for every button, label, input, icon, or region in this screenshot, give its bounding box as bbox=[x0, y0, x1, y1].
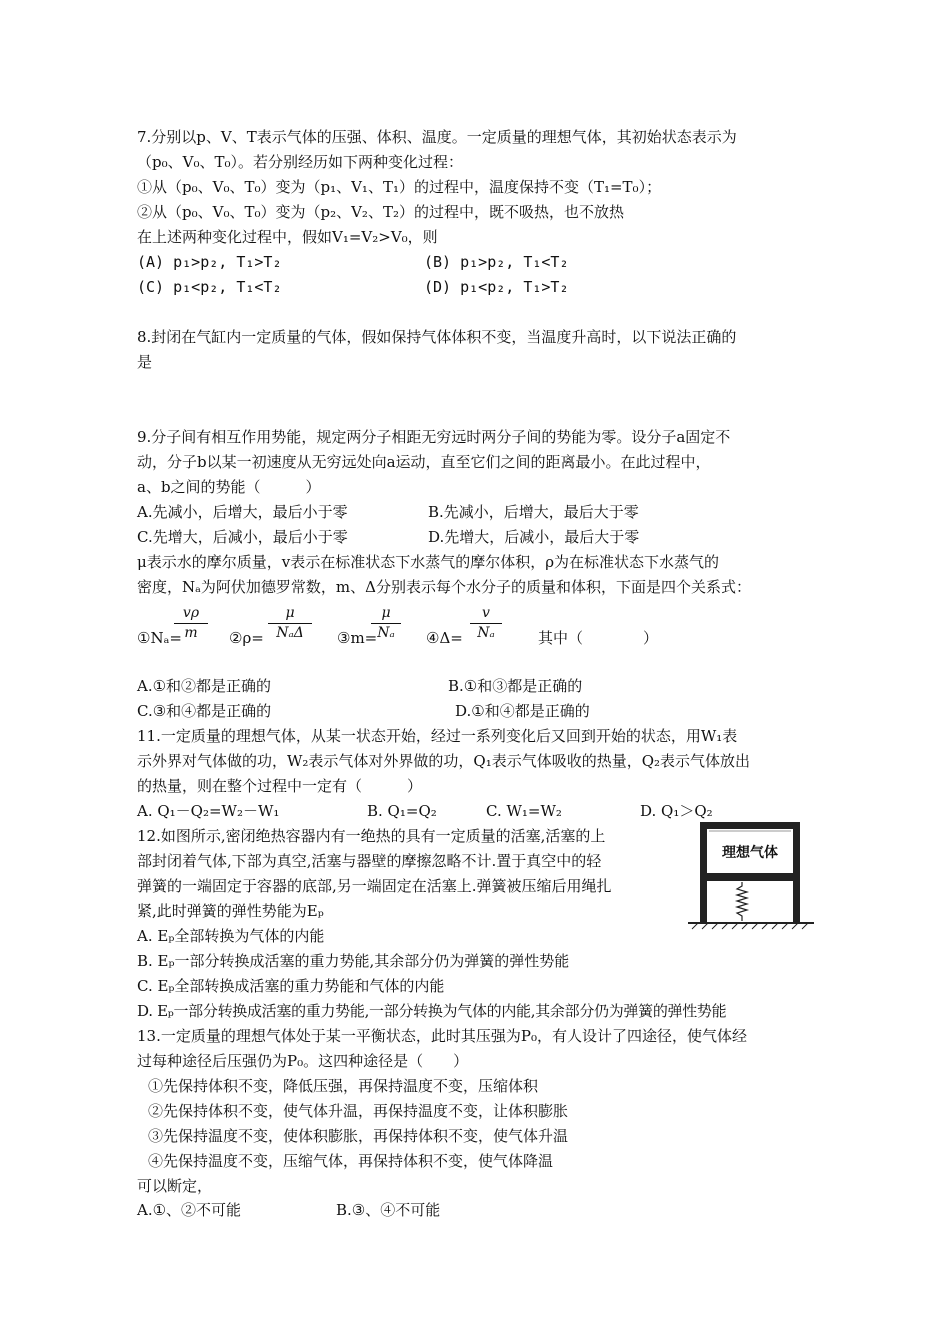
formula-4-prefix: ④Δ= bbox=[426, 629, 463, 647]
q9-line-1: 9.分子间有相互作用势能，规定两分子相距无穷远时两分子间的势能为零。设分子a固定不 bbox=[137, 428, 731, 446]
q7-option-b: (B) p₁>p₂, T₁<T₂ bbox=[424, 253, 569, 271]
q7-line-1: 7.分别以p、V、T表示气体的压强、体积、温度。一定质量的理想气体，其初始状态表示为 bbox=[137, 128, 737, 146]
q12-line-1: 12.如图所示,密闭绝热容器内有一绝热的具有一定质量的活塞,活塞的上 bbox=[137, 827, 606, 845]
q13-line-1: 13.一定质量的理想气体处于某一平衡状态，此时其压强为P₀，有人设计了四途径，使气体经 bbox=[137, 1027, 747, 1045]
q10-line-1: μ表示水的摩尔质量，v表示在标准状态下水蒸气的摩尔体积，ρ为在标准状态下水蒸气的 bbox=[137, 553, 720, 571]
spring bbox=[737, 882, 747, 921]
formula-2-prefix: ②ρ= bbox=[229, 629, 264, 647]
q7-line-5: 在上述两种变化过程中，假如V₁=V₂>V₀，则 bbox=[137, 228, 438, 246]
q10-option-b: B.①和③都是正确的 bbox=[448, 677, 583, 695]
q10-line-2: 密度，Nₐ为阿伏加德罗常数，m、Δ分别表示每个水分子的质量和体积，下面是四个关系式： bbox=[137, 578, 751, 596]
q11-option-a: A. Q₁－Q₂=W₂－W₁ bbox=[137, 802, 280, 820]
q10-option-c: C.③和④都是正确的 bbox=[137, 702, 272, 720]
q9-option-b: B.先减小，后增大，最后大于零 bbox=[428, 503, 639, 521]
container-walls bbox=[700, 822, 800, 922]
formula-3-fraction bbox=[371, 605, 401, 641]
container-inner-shade bbox=[709, 830, 791, 832]
q7-option-c: (C) p₁<p₂, T₁<T₂ bbox=[137, 278, 282, 296]
q9-option-d: D.先增大，后减小，最后大于零 bbox=[428, 528, 640, 546]
piston bbox=[707, 873, 793, 881]
formula-2-fraction bbox=[268, 605, 312, 641]
container-piston-diagram bbox=[688, 820, 814, 930]
q11-option-b: B. Q₁=Q₂ bbox=[367, 802, 437, 820]
q10-question-tail: 其中（ ） bbox=[538, 629, 659, 647]
q11-option-d: D. Q₁＞Q₂ bbox=[640, 802, 713, 820]
q7-option-d: (D) p₁<p₂, T₁>T₂ bbox=[424, 278, 569, 296]
q7-line-3: ①从（p₀、V₀、T₀）变为（p₁、V₁、T₁）的过程中，温度保持不变（T₁=T₀）； bbox=[137, 178, 662, 196]
q11-line-3: 的热量，则在整个过程中一定有（ ） bbox=[137, 777, 423, 795]
q9-option-c: C.先增大，后减小，最后小于零 bbox=[137, 528, 348, 546]
q13-path-3: ③先保持温度不变，使体积膨胀，再保持体积不变，使气体升温 bbox=[148, 1127, 569, 1145]
formula-4-fraction bbox=[470, 605, 502, 641]
gas-label: 理想气体 bbox=[722, 845, 778, 861]
q12-line-4: 紧,此时弹簧的弹性势能为Eₚ bbox=[137, 902, 324, 920]
formula-4-numerator: v bbox=[482, 605, 490, 621]
q12-option-a: A. Eₚ全部转换为气体的内能 bbox=[137, 927, 325, 945]
q7-option-a: (A) p₁>p₂, T₁>T₂ bbox=[137, 253, 282, 271]
q11-line-2: 示外界对气体做的功，W₂表示气体对外界做的功，Q₁表示气体吸收的热量，Q₂表示气体放出 bbox=[137, 752, 751, 770]
q10-option-a: A.①和②都是正确的 bbox=[137, 677, 272, 695]
q9-option-a: A.先减小，后增大，最后小于零 bbox=[137, 503, 348, 521]
formula-1-denominator: m bbox=[184, 625, 198, 641]
q12-option-c: C. Eₚ全部转换成活塞的重力势能和气体的内能 bbox=[137, 977, 445, 995]
formula-1-prefix: ①Nₐ= bbox=[137, 629, 182, 647]
q12-line-2: 部封闭着气体,下部为真空,活塞与器壁的摩擦忽略不计.置于真空中的轻 bbox=[137, 852, 602, 870]
formula-2-numerator: μ bbox=[285, 605, 295, 621]
q13-line-2: 过每种途径后压强仍为P₀。这四种途径是（ ） bbox=[137, 1052, 469, 1070]
formula-2-denominator: NₐΔ bbox=[276, 625, 304, 641]
formula-3-prefix: ③m= bbox=[337, 629, 378, 647]
formula-4-denominator: Nₐ bbox=[477, 625, 495, 641]
q10-option-d: D.①和④都是正确的 bbox=[455, 702, 590, 720]
formula-1-numerator: vρ bbox=[182, 605, 200, 621]
formula-3-numerator: μ bbox=[381, 605, 391, 621]
formula-1-fraction bbox=[174, 605, 208, 641]
formula-3-denominator: Nₐ bbox=[377, 625, 395, 641]
q9-line-3: a、b之间的势能（ ） bbox=[137, 478, 321, 496]
q13-path-1: ①先保持体积不变，降低压强，再保持温度不变，压缩体积 bbox=[148, 1077, 539, 1095]
q13-option-b: B.③、④不可能 bbox=[336, 1201, 441, 1219]
q13-line-3: 可以断定， bbox=[137, 1177, 213, 1195]
q11-line-1: 11.一定质量的理想气体，从某一状态开始，经过一系列变化后又回到开始的状态，用W₁表 bbox=[137, 727, 738, 745]
q13-option-a: A.①、②不可能 bbox=[137, 1201, 242, 1219]
q8-line-1: 8.封闭在气缸内一定质量的气体，假如保持气体体积不变，当温度升高时，以下说法正确的 bbox=[137, 328, 737, 346]
q12-option-b: B. Eₚ一部分转换成活塞的重力势能,其余部分仍为弹簧的弹性势能 bbox=[137, 952, 570, 970]
q7-line-2: （p₀、V₀、T₀）。若分别经历如下两种变化过程： bbox=[137, 153, 463, 171]
q8-line-2: 是 bbox=[137, 353, 153, 371]
q9-line-2: 动，分子b以某一初速度从无穷远处向a运动，直至它们之间的距离最小。在此过程中， bbox=[137, 453, 711, 471]
q7-line-4: ②从（p₀、V₀、T₀）变为（p₂、V₂、T₂）的过程中，既不吸热，也不放热 bbox=[137, 203, 624, 221]
q13-path-2: ②先保持体积不变，使气体升温，再保持温度不变，让体积膨胀 bbox=[148, 1102, 569, 1120]
q12-line-3: 弹簧的一端固定于容器的底部,另一端固定在活塞上.弹簧被压缩后用绳扎 bbox=[137, 877, 612, 895]
q13-path-4: ④先保持温度不变，压缩气体，再保持体积不变，使气体降温 bbox=[148, 1152, 554, 1170]
q11-option-c: C. W₁=W₂ bbox=[486, 802, 562, 820]
q12-option-d: D. Eₚ一部分转换成活塞的重力势能,一部分转换为气体的内能,其余部分仍为弹簧的弹性势能 bbox=[137, 1002, 727, 1020]
